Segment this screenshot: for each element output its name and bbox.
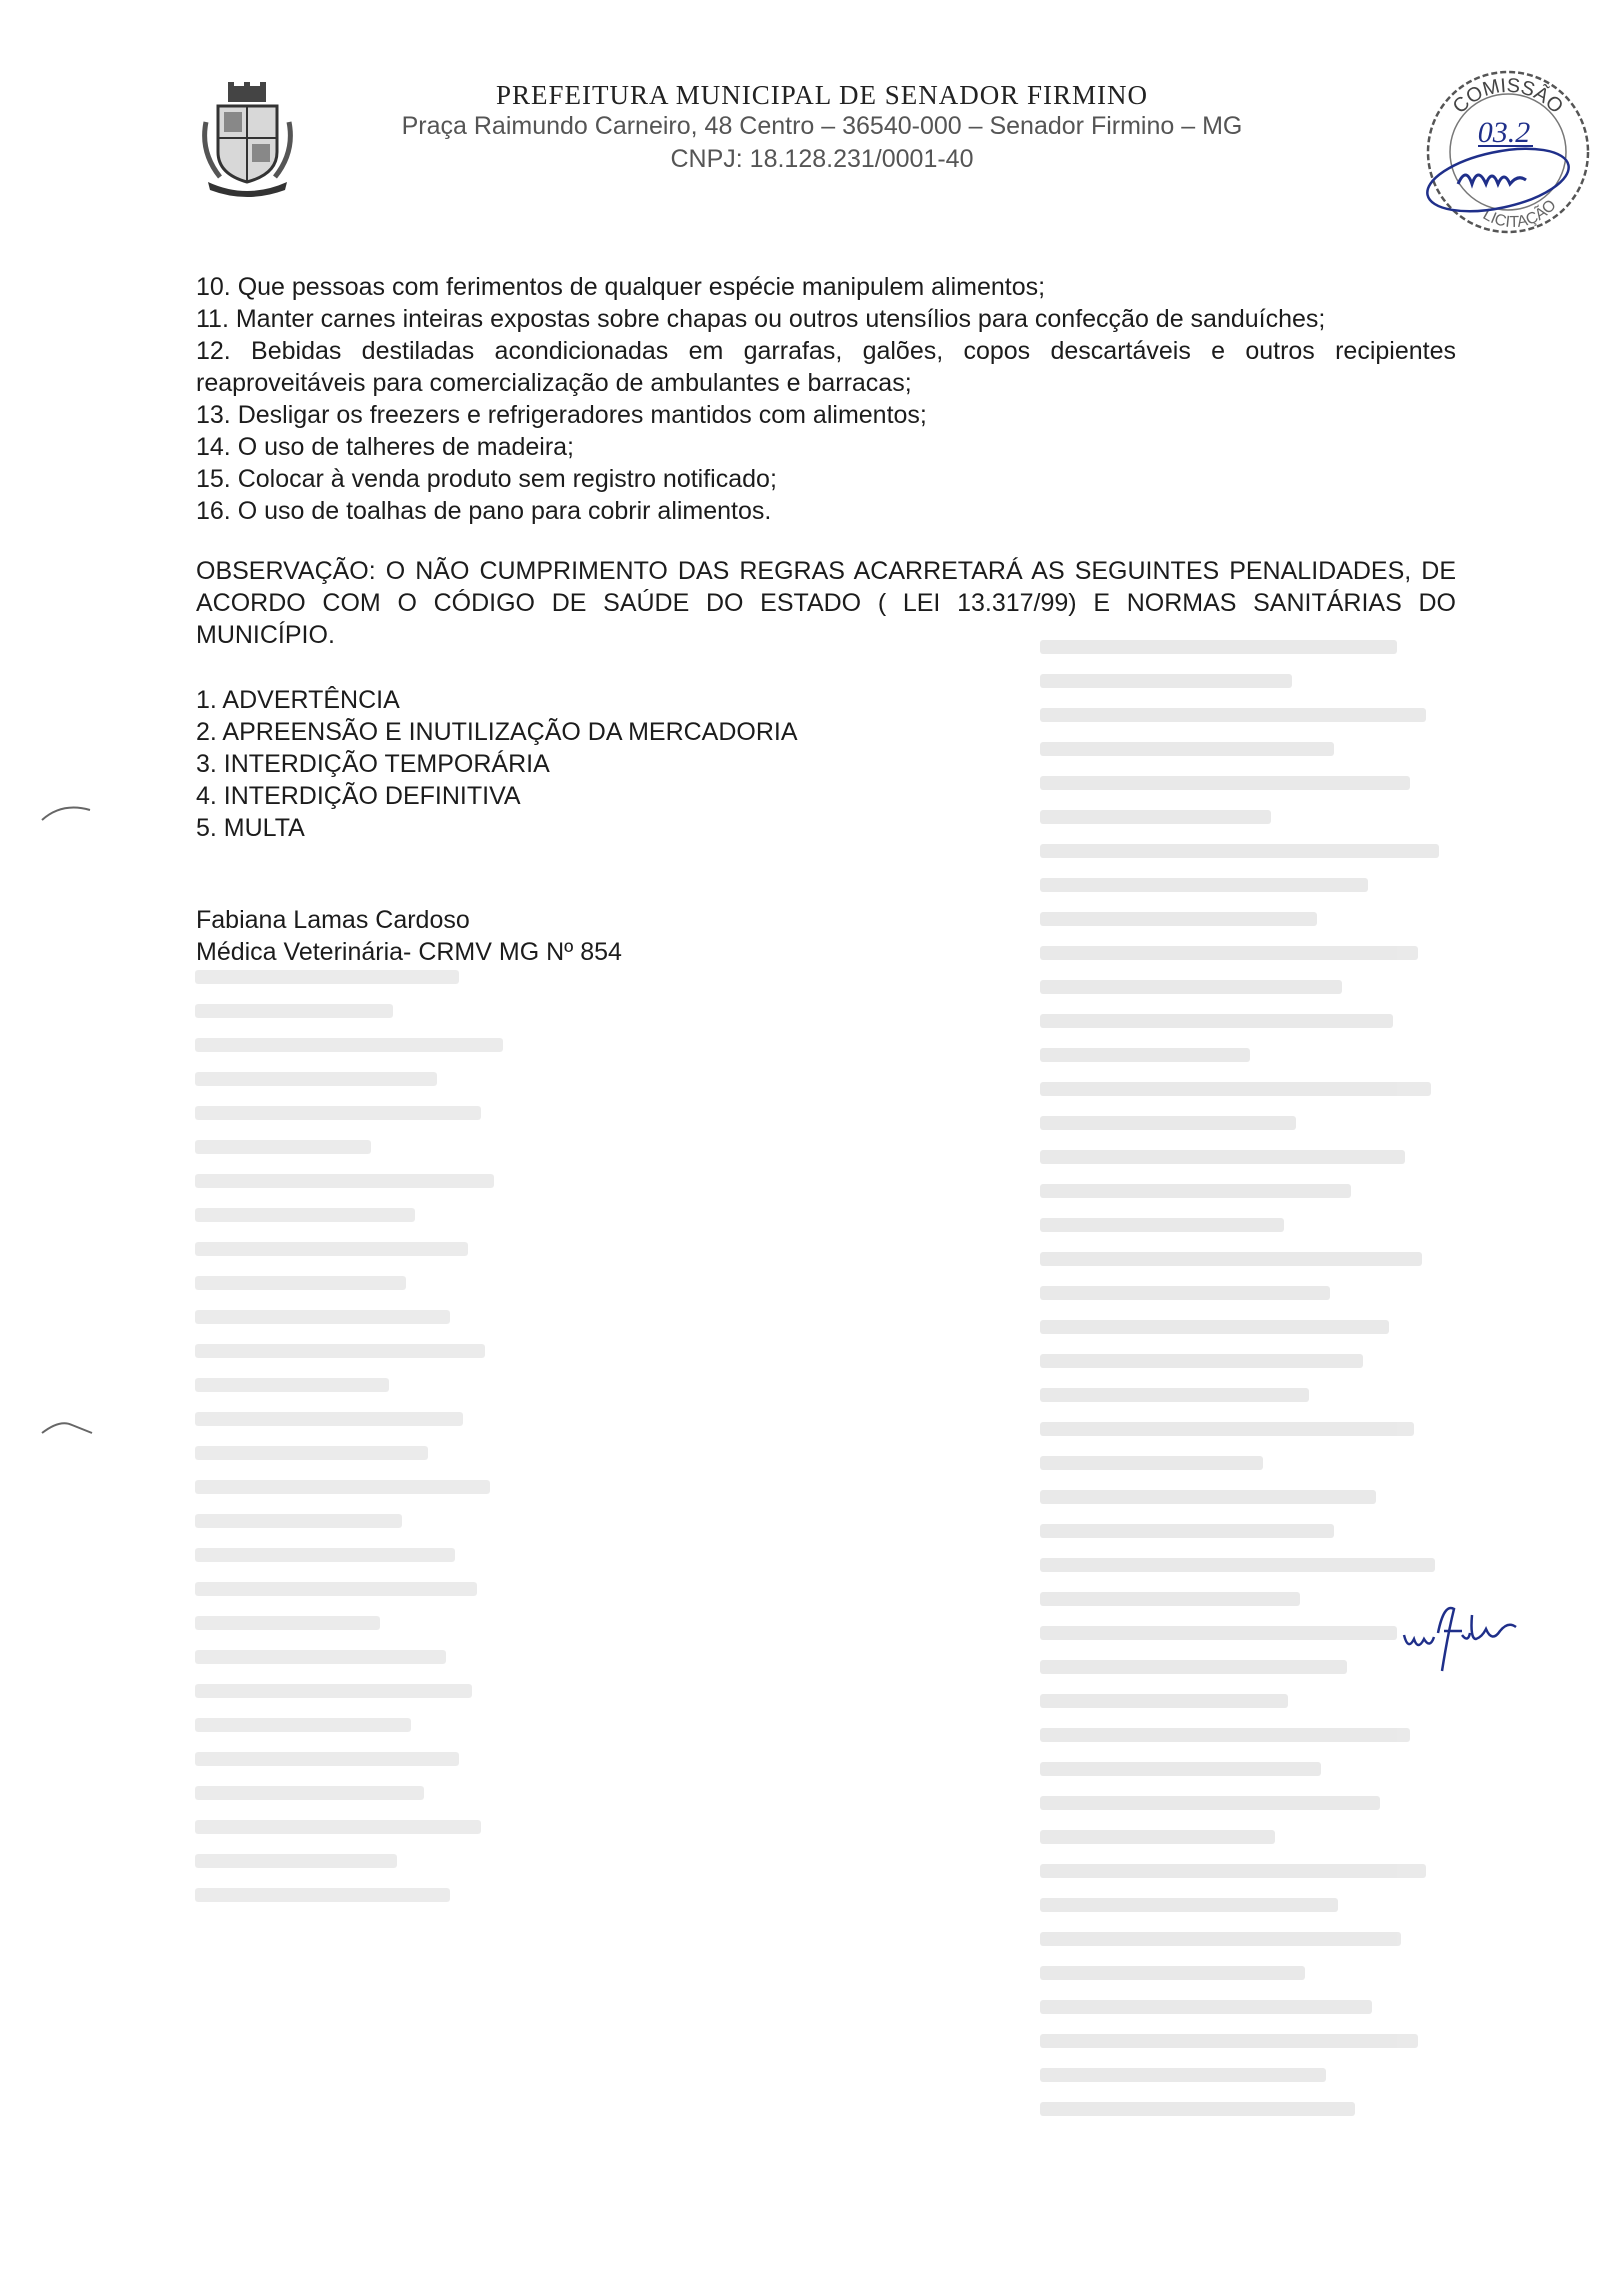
bleed-through-texture: [1040, 640, 1460, 2240]
list-item: 10. Que pessoas com ferimentos de qualquer espécie manipulem alimentos;: [196, 273, 1046, 301]
stamp-text-top: COMISSÃO: [1448, 74, 1568, 118]
list-item: 5. MULTA: [196, 814, 305, 842]
observation-section: [196, 555, 1456, 651]
signatory-name: Fabiana Lamas Cardoso: [196, 906, 470, 934]
list-item: 2. APREENSÃO E INUTILIZAÇÃO DA MERCADORIA: [196, 718, 798, 746]
list-item: 15. Colocar à venda produto sem registro notificado;: [196, 465, 777, 493]
signatory-role: Médica Veterinária- CRMV MG Nº 854: [196, 938, 622, 966]
edge-mark-icon: [40, 1415, 95, 1440]
stamp-text-bottom: LICITAÇÃO: [1479, 196, 1560, 232]
commission-stamp-icon: [1418, 62, 1598, 242]
stamp-number: 03.2: [1477, 116, 1531, 149]
list-item: 11. Manter carnes inteiras expostas sobre chapas ou outros utensílios para confecção de sanduíches;: [196, 305, 1326, 333]
header-address: Praça Raimundo Carneiro, 48 Centro – 36540-000 – Senador Firmino – MG: [401, 112, 1243, 140]
signature-block: [196, 904, 1456, 968]
stamp-seal-lettering: [1458, 175, 1526, 184]
header-cnpj: CNPJ: 18.128.231/0001-40: [670, 145, 974, 173]
list-item: 4. INTERDIÇÃO DEFINITIVA: [196, 782, 521, 810]
bleed-through-texture-left: [195, 970, 635, 1970]
penalties-list: [196, 684, 1456, 844]
svg-text:COMISSÃO: [1449, 75, 1567, 118]
svg-text:LICITAÇÃO: [1480, 197, 1560, 231]
prohibited-items-list: [196, 271, 1456, 527]
handwritten-signature-icon: [1400, 1605, 1535, 1680]
edge-mark-icon: [40, 800, 95, 825]
list-item: 14. O uso de talheres de madeira;: [196, 433, 575, 461]
observation-text: OBSERVAÇÃO: O NÃO CUMPRIMENTO DAS REGRAS ACARRETARÁ AS SEGUINTES PENALIDADES, DE ACORDO COM O CÓDIGO DE SAÚDE DO ESTADO ( LEI 13.317/99) E NORMAS SANITÁRIAS DO MUNICÍPIO.: [196, 557, 1456, 649]
list-item: 1. ADVERTÊNCIA: [196, 686, 400, 714]
list-item: 3. INTERDIÇÃO TEMPORÁRIA: [196, 750, 550, 778]
header-title: PREFEITURA MUNICIPAL DE SENADOR FIRMINO: [495, 80, 1149, 110]
list-item: 12. Bebidas destiladas acondicionadas em garrafas, galões, copos descartáveis e outros recipientes reaproveitáveis para comercialização de ambulantes e barracas;: [196, 337, 1456, 397]
list-item: 16. O uso de toalhas de pano para cobrir alimentos.: [196, 497, 772, 525]
list-item: 13. Desligar os freezers e refrigeradores mantidos com alimentos;: [196, 401, 927, 429]
